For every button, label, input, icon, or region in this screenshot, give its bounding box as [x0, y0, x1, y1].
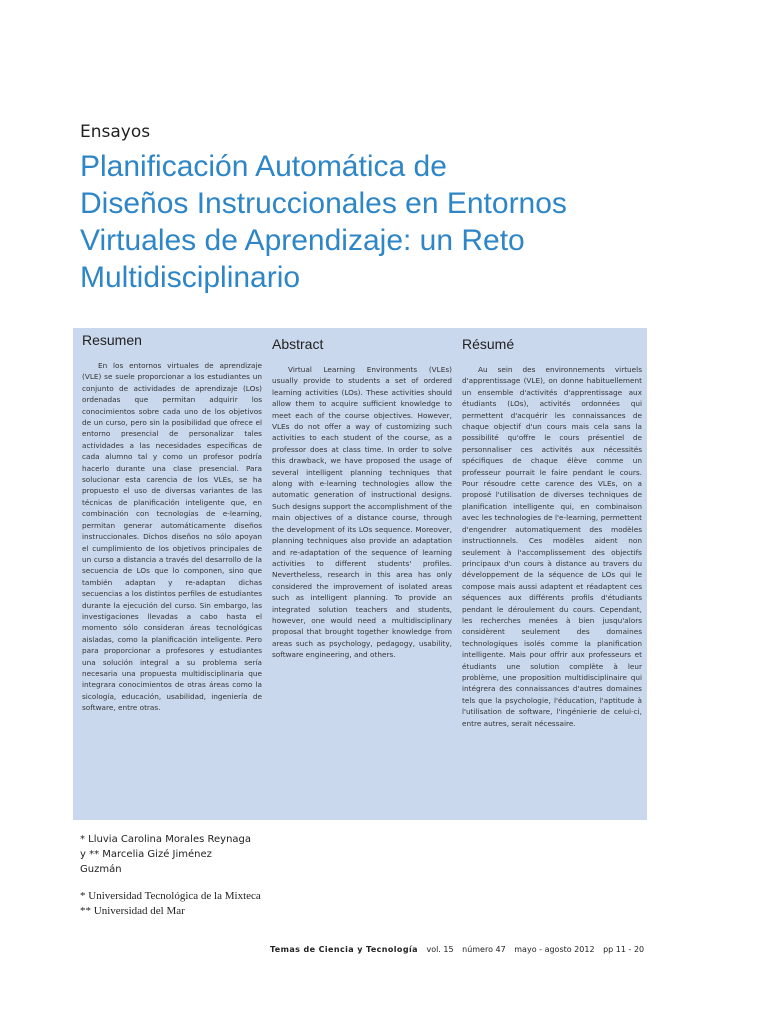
abstract-text: Virtual Learning Environments (VLEs) usually provide to students a set of ordered learning activities (LOs). These activities should allow them to acquire sufficient knowledge to meet each of the course objectives. However, VLEs do not offer a way of customizing such activities to each student of the course, as a professor does at class time. In order to solve this drawback, we have proposed the usage of several intelligent planning techniques that along with e-learning technologies allow the automatic generation of instructional designs. Such designs support the accomplishment of the main objectives of a distance course, through the development of its LOs sequence. Moreover, planning techniques also provide an adaptation and re-adaptation of the sequence of learning activities to different students' profiles. Nevertheless, research in this area has only considered the improvement of isolated areas such as intelligent planning. To provide an integrated solution teachers and students, however, one would need a multidisciplinary proposal that brought together knowledge from areas such as psychology, pedagogy, usability, software engineering, and others.	[272, 365, 452, 660]
page-footer	[270, 945, 650, 954]
resume-text: Au sein des environnements virtuels d'apprentissage (VLE), on donne habituellement un ensemble d'activités d'apprentissage aux étudiants (LOs), activités ordonnées qui permettent d'acquérir les connaissances de chaque objectif d'un cours mais cela sans la possibilité qu'offre le cours présentiel de personnaliser ces activités aux nécessités spécifiques de chaque élève comme un professeur pourrait le faire pendant le cours. Pour résoudre cette carence des VLEs, on a proposé l'utilisation de diverses techniques de planification intelligente qui, en combinaison avec les technologies de l'e-learning, permettent d'engendrer automatiquement des modèles instructionnels. Ces modèles aident non seulement à l'accomplissement des objectifs principaux d'un cours à distance au travers du développement de la séquence de LOs qui le compose mais aussi adaptent et réadaptent ces séquences aux différents profils d'étudiants pendant le déroulement du cours. Cependant, les recherches menées à bien jusqu'alors considèrent seulement des domaines technologiques isolés comme la planification intelligente. Mais pour offrir aux professeurs et étudiants une solution complète à leur problème, une proposition multidisciplinaire qui intégrera des connaissances d'autres domaines tels que la psychologie, l'éducation, l'aptitude à l'utilisation de software, l'ingénierie de celui-ci, entre autres, serait nécessaire.	[462, 365, 642, 728]
resume-column	[462, 336, 642, 729]
abstract-heading: Abstract	[272, 336, 324, 352]
affiliation-line: * Universidad Tecnológica de la Mixteca	[80, 890, 261, 902]
issue-date: mayo - agosto 2012	[514, 945, 595, 954]
abstracts-panel	[73, 328, 647, 820]
issue-number: número 47	[462, 945, 506, 954]
title-line: Virtuales de Aprendizaje: un Reto	[80, 224, 525, 257]
title-line: Diseños Instruccionales en Entornos	[80, 187, 567, 220]
journal-name: Temas de Ciencia y Tecnología	[270, 945, 418, 954]
affiliations-block	[80, 889, 360, 919]
page-range: pp 11 - 20	[603, 945, 645, 954]
author-line: y ** Marcelia Gizé Jiménez	[80, 849, 212, 860]
author-line: * Lluvia Carolina Morales Reynaga	[80, 834, 252, 845]
volume: vol. 15	[426, 945, 454, 954]
resume-heading: Résumé	[462, 336, 515, 352]
resumen-heading: Resumen	[82, 332, 142, 348]
article-title	[80, 148, 680, 296]
section-label: Ensayos	[80, 122, 151, 142]
title-line: Planificación Automática de	[80, 150, 447, 183]
title-line: Multidisciplinario	[80, 261, 301, 294]
resumen-column	[82, 332, 262, 714]
affiliation-line: ** Universidad del Mar	[80, 905, 185, 917]
abstract-column	[272, 336, 452, 661]
resumen-text: En los entornos virtuales de aprendizaje (VLE) se suele proporcionar a los estudiantes un conjunto de actividades de aprendizaje (LOs) ordenadas que permitan adquirir los conocimientos sobre cada uno de los objetivos de un curso, pero sin la posibilidad que ofrece el entorno presencial de personalizar tales actividades a las necesidades específicas de cada alumno tal y como un profesor podría hacerlo durante una clase presencial. Para solucionar esta carencia de los VLEs, se ha propuesto el uso de diversas variantes de las técnicas de planificación inteligente que, en combinación con tecnologías de e-learning, permitan generar automáticamente diseños instruccionales. Dichos diseños no sólo apoyan el cumplimiento de los objetivos principales de un curso a distancia a través del desarrollo de la secuencia de LOs que lo componen, sino que también adaptan y re-adaptan dichas secuencias a los distintos perfiles de estudiantes durante la ejecución del curso. Sin embargo, las investigaciones llevadas a cabo hasta el momento sólo consideran áreas tecnológicas aisladas, como la planificación inteligente. Pero para proporcionar a profesores y estudiantes una solución integral a su problema sería necesaria una propuesta multidisciplinaria que integrara conocimientos de otras áreas como la sicología, educación, usabilidad, ingeniería de software, entre otras.	[82, 361, 262, 713]
authors-block	[80, 832, 280, 877]
author-line: Guzmán	[80, 864, 122, 875]
